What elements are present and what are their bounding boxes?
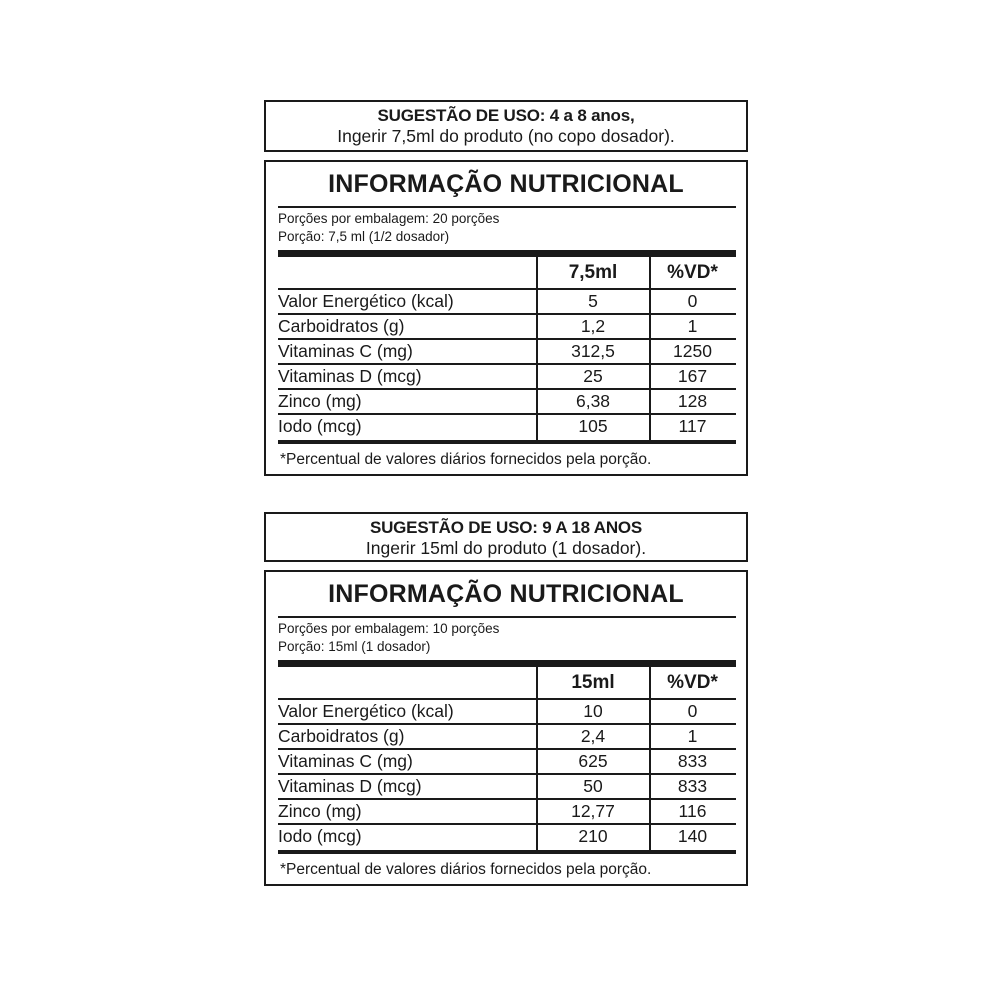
column-header-amount: 7,5ml — [568, 262, 618, 283]
panel-title: INFORMAÇÃO NUTRICIONAL — [328, 170, 684, 198]
nutrient-label: Zinco (mg) — [278, 801, 362, 821]
header-thick-rule — [278, 250, 736, 257]
nutrient-label: Zinco (mg) — [278, 391, 362, 411]
nutrient-amount: 12,77 — [571, 801, 615, 821]
nutrient-dv: 167 — [677, 366, 708, 386]
nutrient-label: Vitaminas D (mcg) — [278, 366, 422, 386]
nutrient-label: Vitaminas C (mg) — [278, 751, 413, 771]
usage-instructions: Ingerir 7,5ml do produto (no copo dosador). — [337, 126, 675, 146]
nutrient-amount: 2,4 — [580, 726, 606, 746]
column-header-dv: %VD* — [667, 672, 718, 693]
nutrient-dv: 1 — [687, 726, 698, 746]
title-rule — [278, 206, 736, 208]
nutrient-amount: 25 — [583, 366, 603, 386]
nutrient-label: Carboidratos (g) — [278, 726, 405, 746]
nutrient-amount: 210 — [578, 826, 608, 846]
serving-size: Porção: 7,5 ml (1/2 dosador) — [278, 229, 450, 244]
footer-thick-rule — [278, 440, 736, 444]
serving-size: Porção: 15ml (1 dosador) — [278, 639, 431, 654]
panel-title: INFORMAÇÃO NUTRICIONAL — [328, 580, 684, 608]
footnote: *Percentual de valores diários fornecidos pela porção. — [280, 861, 652, 878]
nutrient-amount: 312,5 — [571, 341, 615, 361]
nutrient-label: Valor Energético (kcal) — [278, 291, 454, 311]
footer-thick-rule — [278, 850, 736, 854]
nutrient-dv: 1 — [687, 316, 698, 336]
column-header-amount: 15ml — [571, 672, 615, 693]
nutrient-label: Vitaminas D (mcg) — [278, 776, 422, 796]
column-header-dv: %VD* — [667, 262, 718, 283]
nutrient-amount: 5 — [588, 291, 598, 311]
nutrient-amount: 625 — [578, 751, 608, 771]
servings-per-package: Porções por embalagem: 20 porções — [278, 211, 500, 226]
nutrient-amount: 50 — [583, 776, 603, 796]
nutrient-label: Valor Energético (kcal) — [278, 701, 454, 721]
nutrient-label: Iodo (mcg) — [278, 826, 362, 846]
header-thick-rule — [278, 660, 736, 667]
footnote: *Percentual de valores diários fornecidos pela porção. — [280, 451, 652, 468]
nutrient-dv: 0 — [687, 701, 698, 721]
nutrient-dv: 833 — [677, 776, 708, 796]
usage-title: SUGESTÃO DE USO: 9 A 18 ANOS — [369, 518, 643, 537]
nutrient-label: Vitaminas C (mg) — [278, 341, 413, 361]
title-rule — [278, 616, 736, 618]
usage-box-9-18 — [264, 512, 748, 562]
usage-box-4-8 — [264, 100, 748, 152]
nutrient-dv: 0 — [687, 291, 698, 311]
nutrient-amount: 10 — [583, 701, 603, 721]
nutrient-label: Iodo (mcg) — [278, 416, 362, 436]
nutrient-amount: 1,2 — [580, 316, 606, 336]
nutrient-amount: 105 — [578, 416, 608, 436]
nutrition-panel-4-8 — [264, 160, 748, 476]
nutrient-dv: 128 — [677, 391, 708, 411]
nutrient-amount: 6,38 — [575, 391, 611, 411]
nutrient-dv: 1250 — [673, 341, 712, 361]
usage-instructions: Ingerir 15ml do produto (1 dosador). — [365, 538, 647, 558]
nutrient-dv: 140 — [677, 826, 708, 846]
nutrition-panel-9-18 — [264, 570, 748, 886]
nutrient-label: Carboidratos (g) — [278, 316, 405, 336]
nutrient-dv: 117 — [678, 416, 707, 436]
servings-per-package: Porções por embalagem: 10 porções — [278, 621, 500, 636]
nutrient-dv: 833 — [677, 751, 708, 771]
nutrient-dv: 116 — [678, 801, 707, 821]
usage-title: SUGESTÃO DE USO: 4 a 8 anos, — [377, 106, 635, 125]
